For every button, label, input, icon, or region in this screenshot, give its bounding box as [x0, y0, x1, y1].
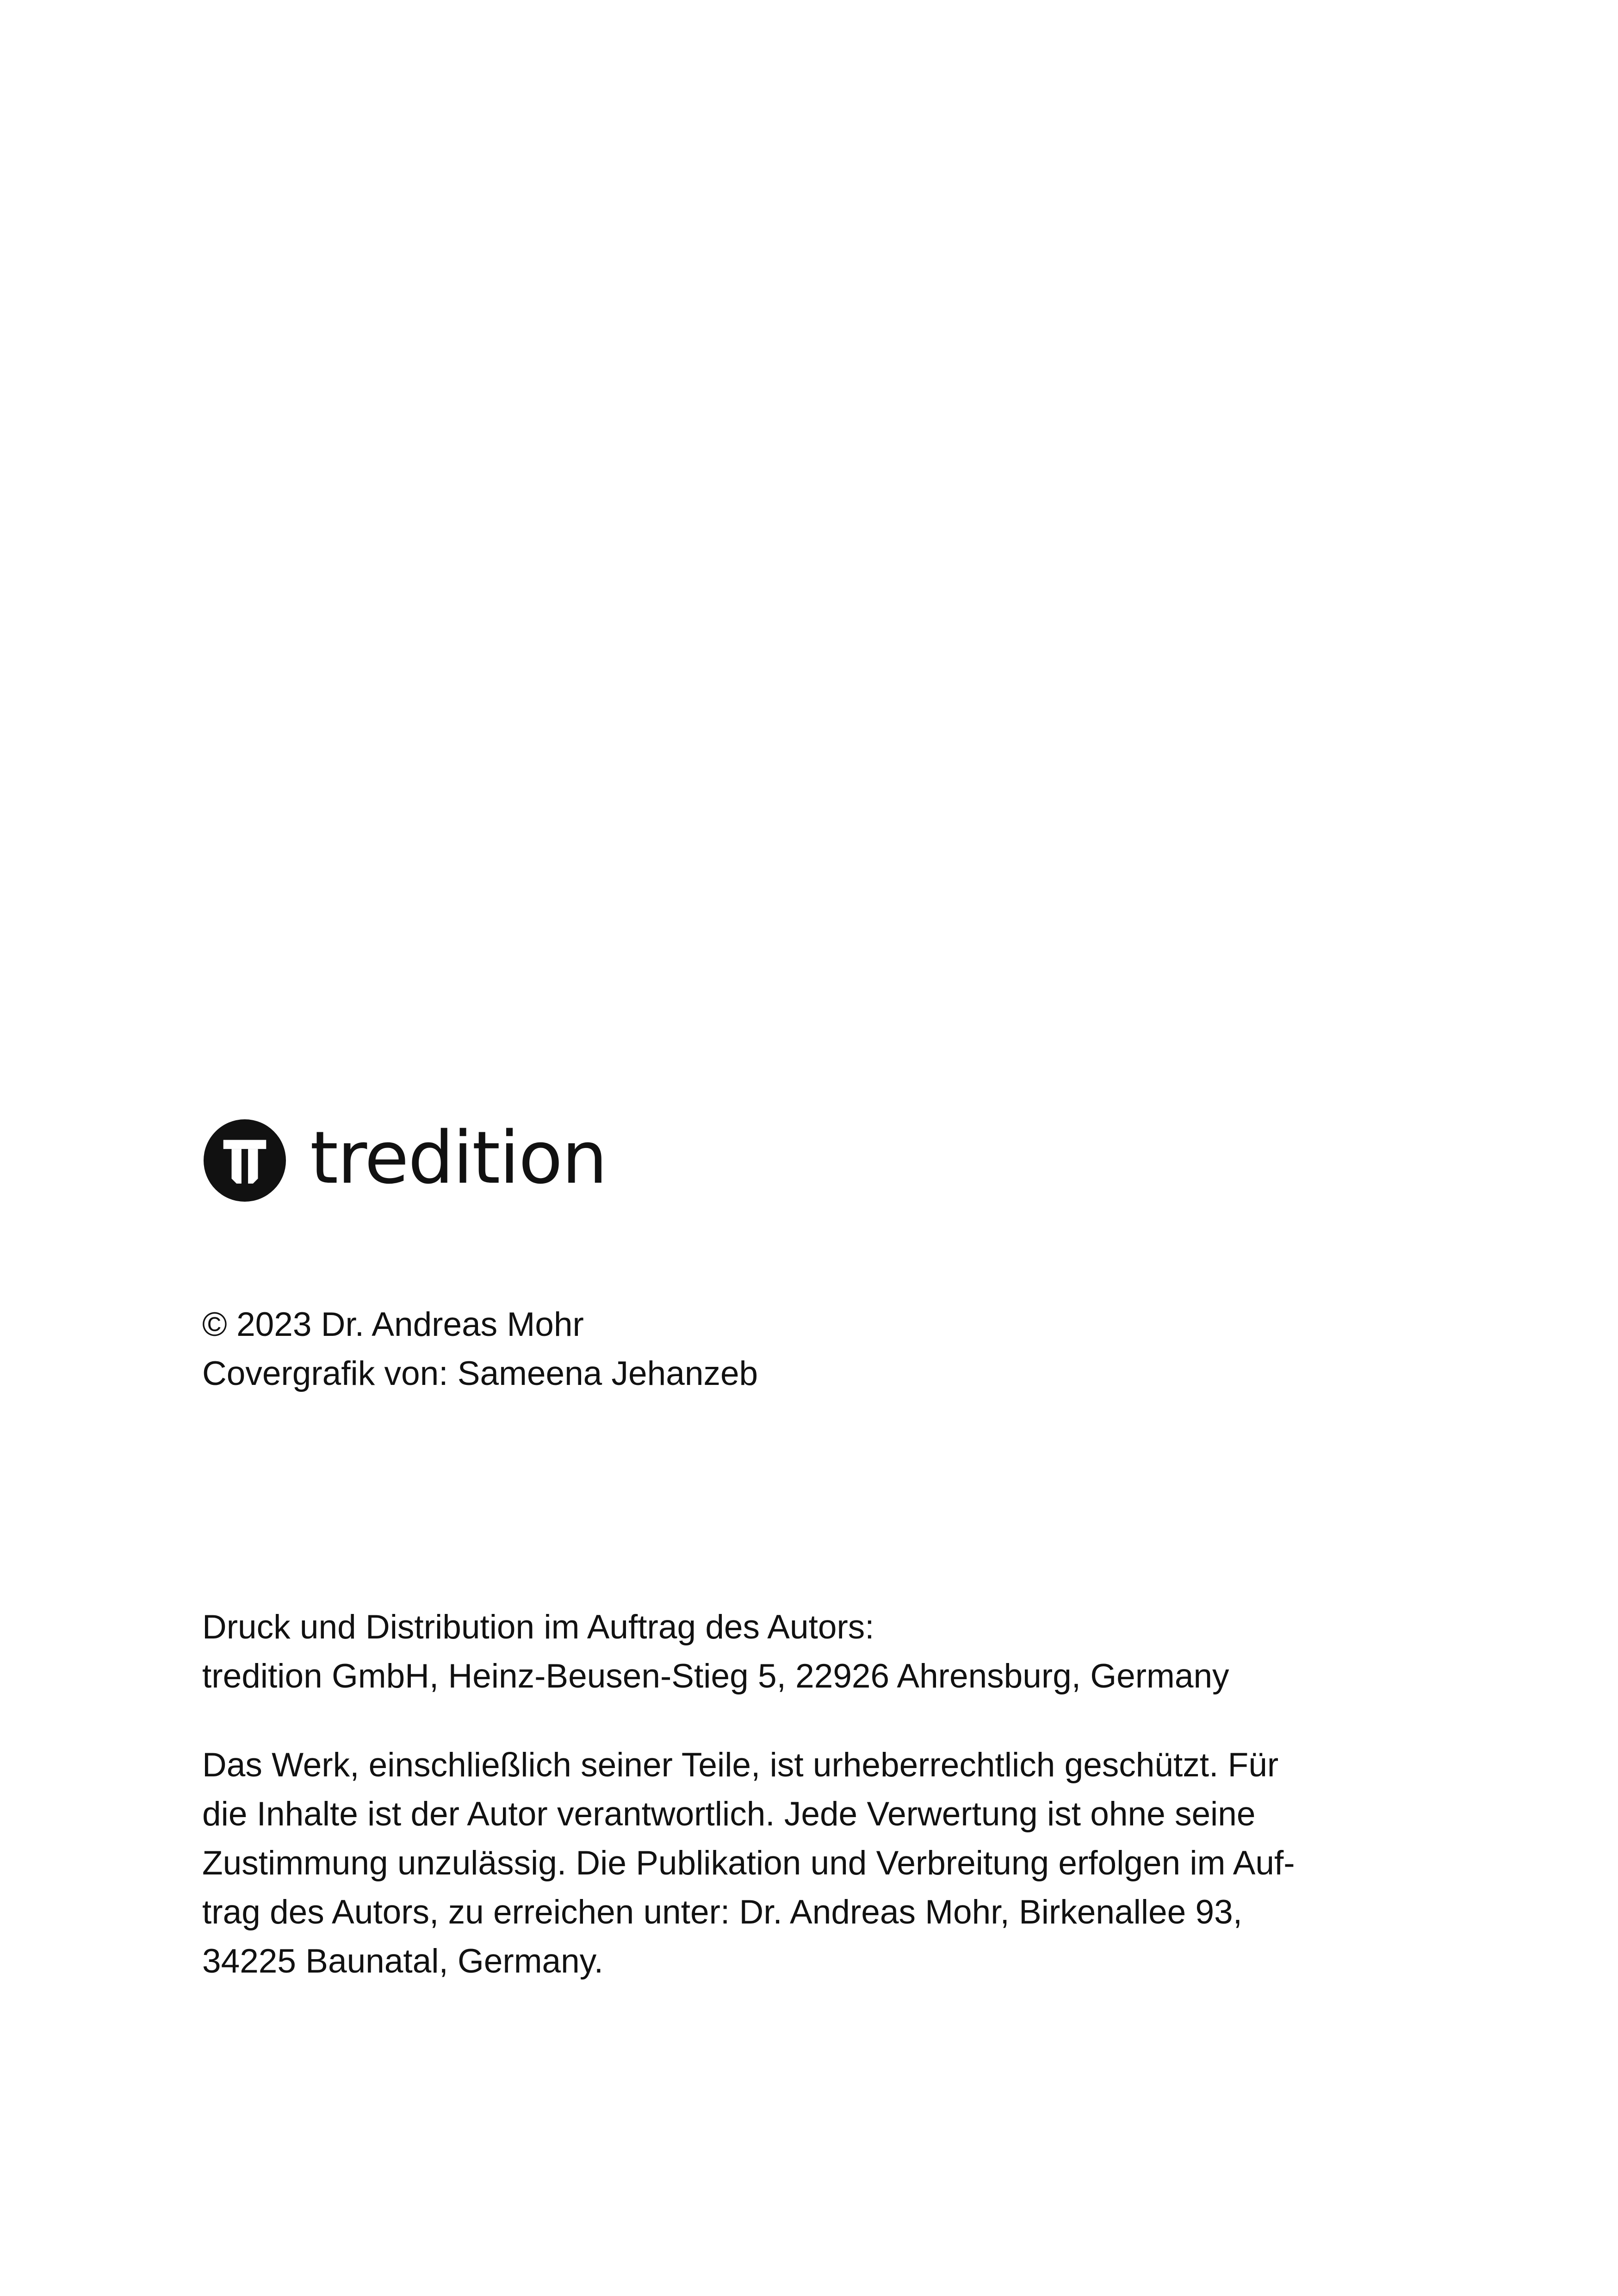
tredition-t-mark-icon — [204, 1119, 286, 1202]
copyright-line: © 2023 Dr. Andreas Mohr — [202, 1306, 584, 1343]
legal-line-5: 34225 Baunatal, Germany. — [202, 1942, 604, 1980]
printing-block — [202, 1603, 1229, 1701]
printing-line-2: tredition GmbH, Heinz-Beusen-Stieg 5, 22926 Ahrensburg, Germany — [202, 1657, 1229, 1695]
legal-line-2: die Inhalte ist der Autor verantwortlich. Jede Verwertung ist ohne seine — [202, 1795, 1256, 1833]
legal-line-1: Das Werk, einschließlich seiner Teile, ist urheberrechtlich geschützt. Für — [202, 1746, 1279, 1784]
cover-credit-line: Covergrafik von: Sameena Jehanzeb — [202, 1355, 758, 1392]
legal-line-4: trag des Autors, zu erreichen unter: Dr. Andreas Mohr, Birkenallee 93, — [202, 1893, 1242, 1931]
publisher-logo — [204, 1116, 607, 1202]
legal-notice — [202, 1741, 1295, 1986]
publisher-wordmark: tredition — [310, 1116, 607, 1200]
printing-line-1: Druck und Distribution im Auftrag des Autors: — [202, 1608, 874, 1646]
credits-block — [202, 1300, 758, 1398]
legal-line-3: Zustimmung unzulässig. Die Publikation und Verbreitung erfolgen im Auf- — [202, 1844, 1295, 1882]
